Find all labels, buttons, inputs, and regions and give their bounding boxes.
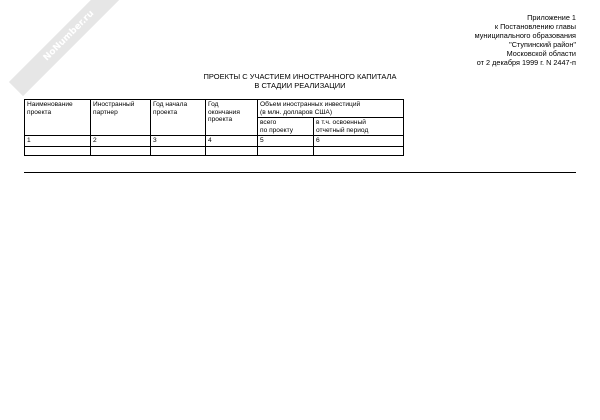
approval-line: муниципального образования — [474, 31, 576, 41]
table-header-row — [25, 100, 404, 118]
approval-line: к Постановлению главы — [494, 22, 576, 32]
title-line: ПРОЕКТЫ С УЧАСТИЕМ ИНОСТРАННОГО КАПИТАЛА — [203, 72, 397, 81]
title-line: В СТАДИИ РЕАЛИЗАЦИИ — [254, 81, 346, 90]
column-number-row — [25, 136, 404, 147]
table-cell — [25, 146, 91, 155]
column-number-cell: 6 — [314, 136, 404, 147]
watermark: NoNumber.ru — [9, 0, 129, 96]
table-cell — [206, 146, 258, 155]
column-number-cell: 2 — [91, 136, 151, 147]
header-cell-reported: в т.ч. освоенный отчетный период — [314, 118, 404, 136]
table-cell — [258, 146, 314, 155]
approval-block — [475, 13, 576, 68]
projects-table — [24, 99, 404, 156]
approval-line: Московской области — [506, 49, 576, 59]
header-cell-start-year: Год начала проекта — [151, 100, 206, 136]
header-cell-investment: Объем иностранных инвестиций (в млн. долларов США) — [258, 100, 404, 118]
column-number-cell: 4 — [206, 136, 258, 147]
approval-line: "Ступинский район" — [509, 40, 576, 50]
approval-line: Приложение 1 — [527, 13, 576, 22]
table-cell — [314, 146, 404, 155]
header-cell-total: всего по проекту — [258, 118, 314, 136]
column-number-cell: 1 — [25, 136, 91, 147]
column-number-cell: 5 — [258, 136, 314, 147]
approval-line: от 2 декабря 1999 г. N 2447-п — [476, 58, 576, 68]
header-cell-end-year: Год окончания проекта — [206, 100, 258, 136]
table-cell — [151, 146, 206, 155]
table-row — [25, 146, 404, 155]
document-title — [0, 72, 600, 90]
header-cell-name: Наименование проекта — [25, 100, 91, 136]
header-cell-partner: Иностранный партнер — [91, 100, 151, 136]
table-cell — [91, 146, 151, 155]
horizontal-rule — [24, 172, 576, 173]
column-number-cell: 3 — [151, 136, 206, 147]
